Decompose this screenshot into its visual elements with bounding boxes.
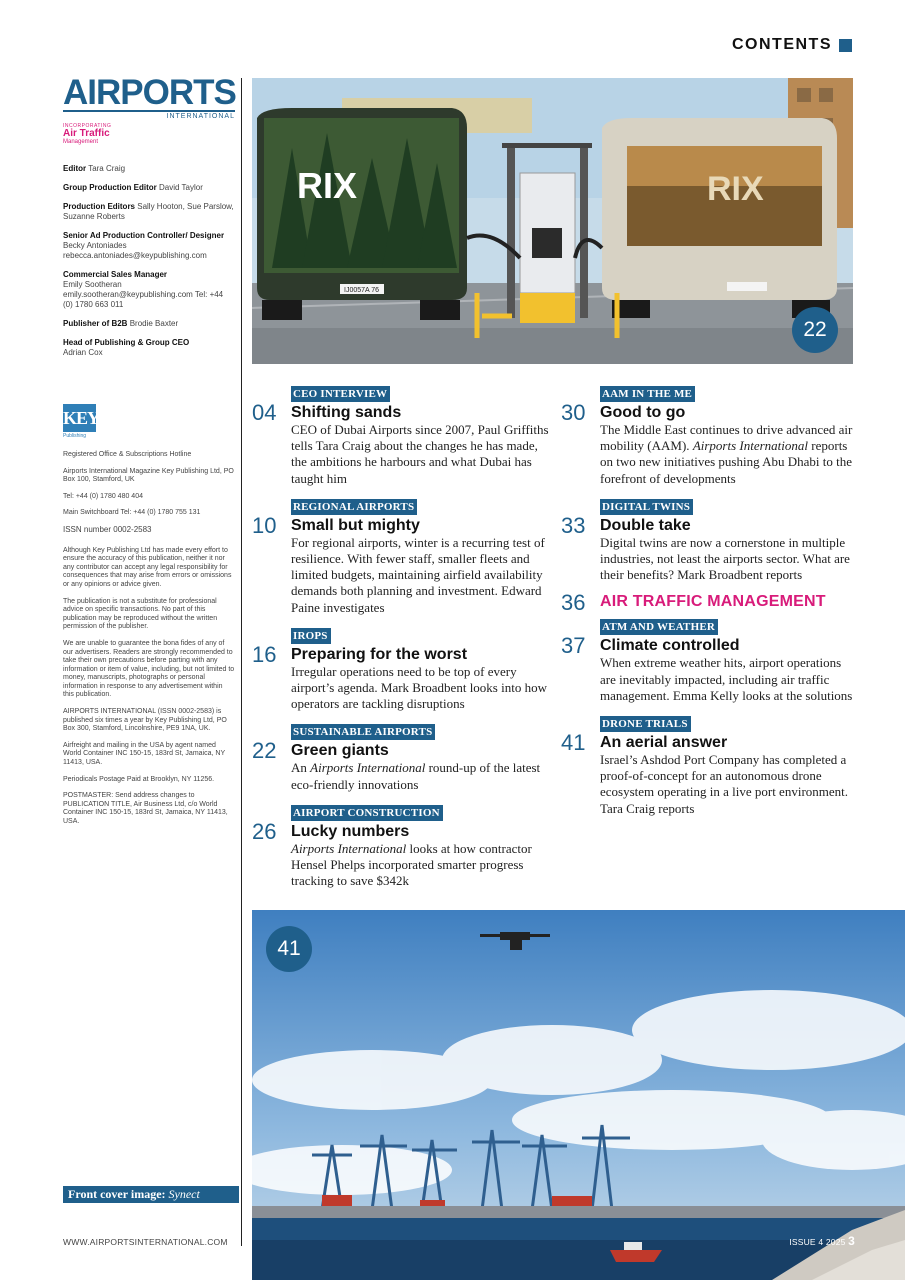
article-title: Climate controlled <box>600 637 740 655</box>
article-title: Double take <box>600 516 691 534</box>
bottom-photo <box>252 910 905 1280</box>
cover-caption: Front cover image: Synect <box>63 1186 239 1203</box>
article-entry[interactable] <box>561 617 853 704</box>
article-title: An aerial answer <box>600 734 728 752</box>
staff-entry: Head of Publishing & Group CEO Adrian Cox <box>63 338 190 357</box>
article-entry[interactable] <box>561 714 853 817</box>
article-entry[interactable] <box>561 497 853 584</box>
issue-footer: ISSUE 4 2025 3 <box>789 1234 855 1248</box>
category-tag: DIGITAL TWINS <box>600 499 693 515</box>
staff-entry: Publisher of B2B Brodie Baxter <box>63 319 179 328</box>
atm-logo-line1: Air Traffic <box>63 128 110 139</box>
category-tag: IROPS <box>291 628 331 644</box>
article-title: Preparing for the worst <box>291 645 468 663</box>
legal-text: Although Key Publishing Ltd has made every effort to ensure the accuracy of this publication, neither it nor any contributor can accept any legal responsibility for consequences that may arise from errors or omissions or any opinions or advice given. The publication is not a substitute for professional advice on specific transactions. No part of this publication may be reproduced without the written permission of the publisher. We are unable to guarantee the bona fides of any of our advertisers. Readers are strongly recommended to take their own precautions before parting with any information or item of value, including, but not limited to money, manuscripts, photographs or personal information in response to any advertisement within this publication. AIRPORTS INTERNATIONAL (ISSN 0002-2583) is published six times a year by Key Publishing Ltd, PO Box 300, Stamford, Lincolnshire, PE9 1NA, UK. Airfreight and mailing in the USA by agent named World Container INC 150-15, 183rd St, Jamaica, NY 11413, USA. Periodicals Postage Paid at Brooklyn, NY 11256. POSTMASTER: Send address changes to PUBLICATION TITLE, Air Business Ltd, c/o World Container INC 150-15, 183rd St, Jamaica, NY 11413, USA. <box>63 546 235 825</box>
key-publishing-sub: Publishing <box>63 433 87 439</box>
article-title: Good to go <box>600 404 686 421</box>
section-title: AIR TRAFFIC MANAGEMENT <box>600 593 826 611</box>
category-tag: ATM AND WEATHER <box>600 619 718 635</box>
article-description: An Airports International round-up of the latest eco-friendly innovations <box>291 760 541 792</box>
article-description: The Middle East continues to drive advanced air mobility (AAM). Airports International reports on two new initiatives pushing Abu Dhabi to the forefront of developments <box>600 422 853 486</box>
website-url[interactable]: WWW.AIRPORTSINTERNATIONAL.COM <box>63 1237 228 1247</box>
incorporating-label: INCORPORATING <box>63 123 112 129</box>
page-number-footer: 3 <box>848 1234 855 1248</box>
masthead-subtitle: INTERNATIONAL <box>166 113 235 120</box>
contents-label: CONTENTS <box>732 36 832 53</box>
sidebar <box>63 73 236 835</box>
section-heading[interactable] <box>561 590 853 616</box>
atm-logo-line2: Management <box>63 139 99 145</box>
masthead-logo: AIRPORTS <box>63 73 236 112</box>
article-entry[interactable] <box>252 497 552 616</box>
svg-text:IJ0057A 76: IJ0057A 76 <box>344 287 380 294</box>
category-tag: AAM IN THE ME <box>600 386 695 402</box>
staff-entry: Editor Tara Craig <box>63 164 126 173</box>
staff-entry: Commercial Sales Manager Emily Sootheran emily.sootheran@keypublishing.com Tel: +44 (0) 1780 663 011 <box>63 270 224 309</box>
page-number: 04 <box>252 400 277 425</box>
article-entry[interactable] <box>252 626 552 713</box>
page-number: 36 <box>561 590 586 616</box>
staff-entry: Production Editors Sally Hooton, Sue Parslow, Suzanne Roberts <box>63 202 234 221</box>
page-number: 30 <box>561 400 586 425</box>
article-entry[interactable] <box>252 803 552 890</box>
category-tag: REGIONAL AIRPORTS <box>291 499 417 515</box>
staff-entry: Senior Ad Production Controller/ Designer Becky Antoniades rebecca.antoniades@keypublishing.com <box>63 231 225 260</box>
article-entry[interactable] <box>252 384 552 487</box>
category-tag: SUSTAINABLE AIRPORTS <box>291 724 435 740</box>
sidebar-divider <box>241 78 242 1246</box>
staff-list <box>63 164 235 358</box>
category-tag: AIRPORT CONSTRUCTION <box>291 805 443 821</box>
bus-logo-text: RIX <box>297 165 358 206</box>
article-description: Digital twins are now a cornerstone in multiple industries, not least the airports sector. What are their benefits? Mark Broadbent reports <box>600 534 850 583</box>
article-title: Small but mighty <box>291 516 420 534</box>
page-badge-41: 41 <box>266 926 312 972</box>
articles-right-column <box>561 384 853 827</box>
article-entry[interactable] <box>561 384 853 487</box>
page-number: 22 <box>252 738 277 764</box>
page-number: 37 <box>561 633 586 659</box>
top-photo <box>252 78 853 364</box>
staff-entry: Group Production Editor David Taylor <box>63 183 203 192</box>
category-tag: CEO INTERVIEW <box>291 386 390 402</box>
office-info: Registered Office & Subscriptions Hotline Airports International Magazine Key Publishing Ltd, PO Box 100, Stamford, UK Tel: +44 (0) 1780 480 404 Main Switchboard Tel: +44 (0) 1780 755 131 ISSN number 0002-2583 <box>63 451 234 534</box>
article-title: Green giants <box>291 742 389 760</box>
contents-header <box>732 36 852 54</box>
page-number: 33 <box>561 512 586 538</box>
article-description: Israel’s Ashdod Port Company has completed a proof-of-concept for an autonomous drone ecosystem operating in a live port environment. Tara Craig reports <box>600 752 849 816</box>
category-tag: DRONE TRIALS <box>600 716 691 732</box>
articles-left-column <box>252 384 552 899</box>
port-drone-photo <box>252 910 905 1280</box>
article-description: CEO of Dubai Airports since 2007, Paul Griffiths tells Tara Craig about the changes he has made, the ambitions he harbours and what Dubai has taught him <box>291 422 549 486</box>
page-number: 16 <box>252 641 277 667</box>
article-description: Airports International looks at how contractor Hensel Phelps incorporated smarter progress tracking to save $342k <box>291 840 532 889</box>
page-number: 10 <box>252 512 277 538</box>
article-description: When extreme weather hits, airport operations are inevitably impacted, including air traffic management. Emma Kelly looks at the solutions <box>600 655 853 703</box>
article-description: Irregular operations need to be top of every airport’s agenda. Mark Broadbent looks into how operators are tackling disruptions <box>291 663 547 712</box>
page-badge-22: 22 <box>792 307 838 353</box>
square-icon <box>839 39 852 52</box>
article-title: Lucky numbers <box>291 822 410 840</box>
key-publishing-logo: KEY <box>63 404 96 432</box>
page-number: 26 <box>252 818 277 844</box>
article-title: Shifting sands <box>291 404 402 421</box>
svg-text:RIX: RIX <box>707 170 764 208</box>
article-description: For regional airports, winter is a recurring test of resilience. With fewer staff, smaller fleets and limited budgets, maintaining airfield availability demands both planning and investment. Edward Paine investigates <box>291 534 545 615</box>
electric-bus-photo <box>252 78 853 364</box>
page-number: 41 <box>561 730 586 756</box>
article-entry[interactable] <box>252 722 552 792</box>
